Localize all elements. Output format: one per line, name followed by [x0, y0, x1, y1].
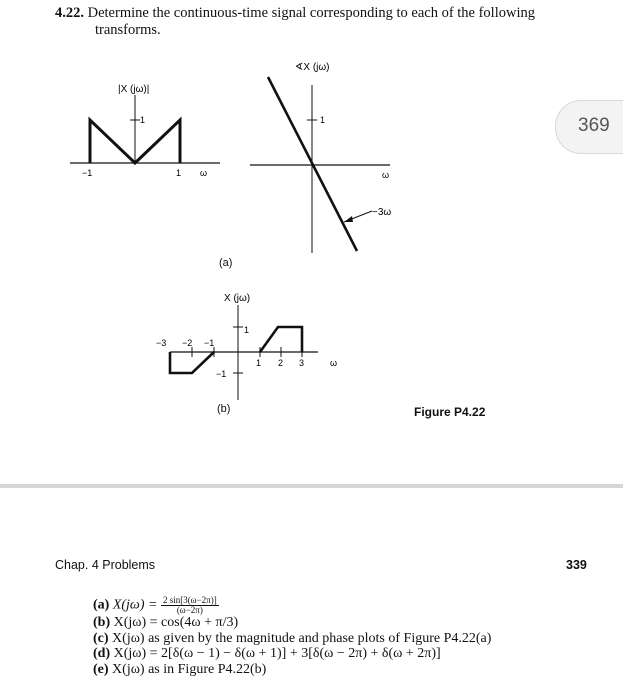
problem-statement: [55, 5, 600, 39]
problem-number: 4.22.: [55, 5, 84, 21]
b-tick-negtwo-label: −2: [182, 338, 193, 348]
panel-a-label: (a): [219, 257, 233, 269]
magnitude-plot: [60, 75, 230, 185]
part-a: [93, 596, 491, 615]
page-number: 339: [566, 558, 587, 572]
panel-b-label: (b): [217, 403, 231, 415]
b-ylabel: X (jω): [224, 293, 251, 304]
parts-list: [93, 596, 491, 677]
page-number-tab[interactable]: [555, 100, 623, 154]
magnitude-label: |X (jω)|: [118, 84, 150, 95]
problem-line-1: [55, 5, 600, 22]
b-tick-two-label: 2: [278, 358, 284, 368]
part-d: [93, 646, 491, 662]
part-a-fraction: [161, 596, 219, 615]
b-tick-negone-label: −1: [204, 338, 215, 348]
b-tick-negthree-label: −3: [156, 338, 167, 348]
b-omega-label: ω: [330, 358, 338, 368]
page-divider: [0, 484, 623, 488]
b-tick-y1-label: 1: [244, 325, 250, 335]
phase-annotation: −3ω: [372, 207, 392, 218]
part-a-numerator: 2 sin[3(ω−2π)]: [162, 595, 217, 605]
phase-tick-1-label: 1: [320, 115, 326, 125]
magnitude-tick-1-label: 1: [140, 115, 146, 125]
part-e-label: (e): [93, 661, 109, 677]
b-tick-three-label: 3: [299, 358, 305, 368]
problem-text-1: Determine the continuous-time signal corresponding to each of the following: [87, 5, 535, 21]
page-number-tab-label: 369: [578, 115, 610, 136]
figure-b-plot: [150, 285, 350, 415]
part-c-text: X(jω) as given by the magnitude and phase plots of Figure P4.22(a): [112, 630, 492, 646]
part-b-text: X(jω) = cos(4ω + π/3): [113, 615, 239, 630]
part-b-label: (b): [93, 615, 111, 630]
chapter-footer: Chap. 4 Problems: [55, 558, 156, 572]
part-a-label: (a): [93, 597, 110, 613]
part-e-text: X(jω) as in Figure P4.22(b): [112, 661, 267, 677]
part-a-denominator: (ω−2π): [176, 605, 203, 615]
figure-caption: Figure P4.22: [414, 405, 486, 419]
b-tick-one-label: 1: [256, 358, 262, 368]
part-a-lhs: X(jω) =: [112, 597, 161, 613]
part-c-label: (c): [93, 630, 109, 646]
part-d-text: X(jω) = 2[δ(ω − 1) − δ(ω + 1)] + 3[δ(ω − 2π) + δ(ω + 2π)]: [113, 646, 441, 661]
magnitude-omega-label: ω: [200, 168, 208, 178]
phase-plot: [240, 55, 400, 255]
problem-text-2: transforms.: [95, 22, 161, 38]
phase-annotation-arrowhead: [344, 216, 353, 222]
magnitude-tick-pos1-label: 1: [176, 168, 182, 178]
b-tick-yneg1-label: −1: [216, 369, 227, 379]
phase-omega-label: ω: [382, 170, 390, 180]
magnitude-tick-neg1-label: −1: [82, 168, 93, 178]
part-e: [93, 662, 491, 678]
part-d-label: (d): [93, 646, 111, 661]
part-c: [93, 631, 491, 647]
phase-label: ∢X (jω): [295, 62, 330, 73]
part-b: [93, 615, 491, 631]
